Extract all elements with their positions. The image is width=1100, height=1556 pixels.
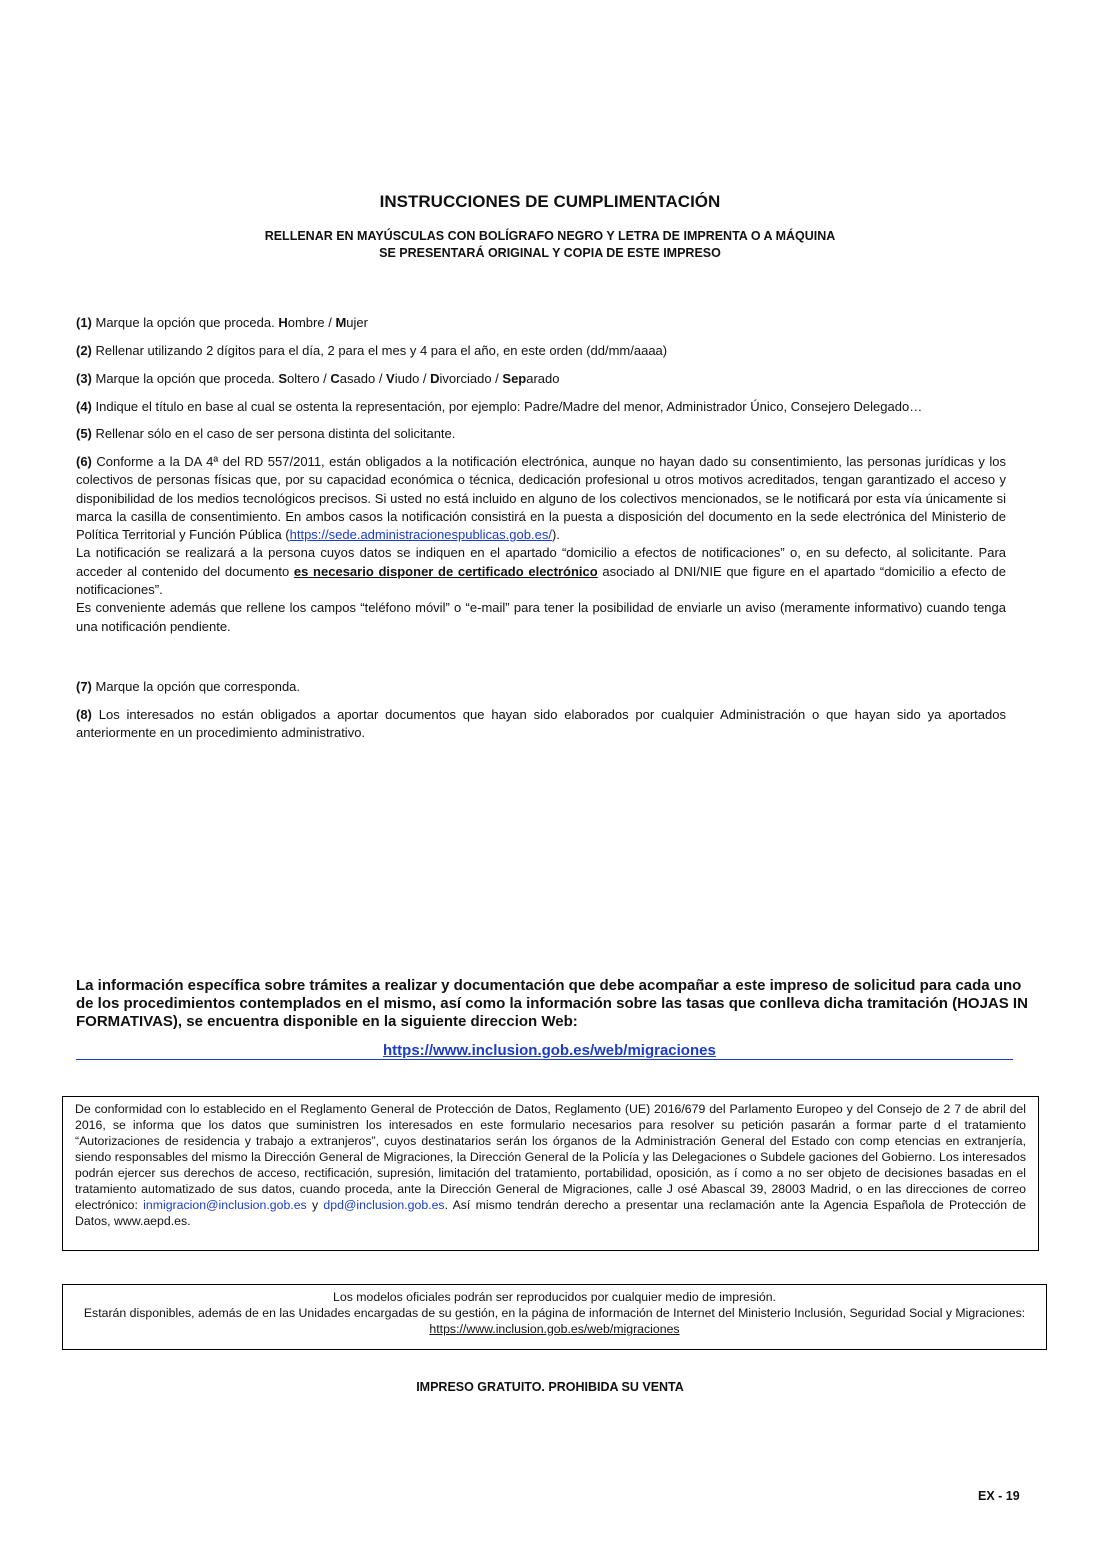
page-title: INSTRUCCIONES DE CUMPLIMENTACIÓN (379, 192, 721, 211)
certificate-requirement: es necesario disponer de certificado electrónico (293, 563, 598, 579)
form-code: EX - 19 (978, 1489, 1020, 1503)
instruction-6 (76, 453, 1006, 636)
instruction-5: (5) Rellenar sólo en el caso de ser persona distinta del solicitante. (76, 426, 456, 441)
instruction-8: (8) Los interesados no están obligados a aportar documentos que hayan sido elaborados por cualquier Administración o que hayan sido ya aportados anteriormente en un procedimiento administrativo. (76, 707, 1006, 740)
models-line-1: Los modelos oficiales podrán ser reproducidos por cualquier medio de impresión. (333, 1290, 776, 1304)
instruction-6-paragraph-3: Es conveniente además que rellene los campos “teléfono móvil” o “e-mail” para tener la posibilidad de enviarle un aviso (meramente informativo) cuando tenga una notificación pendiente. (76, 600, 1006, 634)
instruction-4: (4) Indique el título en base al cual se ostenta la representación, por ejemplo: Padre/Madre del menor, Administrador Único, Consejero Delegado… (76, 399, 923, 414)
models-url-link[interactable]: https://www.inclusion.gob.es/web/migraciones (429, 1322, 680, 1336)
official-models-box (62, 1284, 1047, 1350)
sede-electronica-link[interactable]: https://sede.administracionespublicas.gob.es/ (289, 527, 552, 543)
instruction-6-paragraph-2: La notificación se realizará a la persona cuyos datos se indiquen en el apartado “domicilio a efectos de notificaciones” o, en su defecto, al solicitante. Para acceder al contenido del documento es necesario disponer de certificado electrónico asociado al DNI/NIE que figure en el apartado “domicilio a efecto de notificaciones”. (76, 545, 1007, 598)
instruction-2: (2) Rellenar utilizando 2 dígitos para el día, 2 para el mes y 4 para el año, en este orden (dd/mm/aaaa) (76, 343, 668, 358)
data-protection-box: De conformidad con lo establecido en el Reglamento General de Protección de Datos, Reglamento (UE) 2016/679 del Parlamento Europeo y del Consejo de 2 7 de abril del 2016, se informa que los datos que suministren los interesados en este formulario necesarios para resolver su petición pasarán a formar parte d el tratamiento “Autorizaciones de residencia y trabajo a extranjeros”, cuyos destinatarios serán los órganos de la Administración General del Estado con comp etencias en extranjería, siendo responsables del mismo la Dirección General de Migraciones, la Dirección General de la Policía y las Delegaciones o Subdele gaciones del Gobierno. Los interesados podrán ejercer sus derechos de acceso, rectificación, supresión, limitación del tratamiento, portabilidad, oposición, as í como a no ser objeto de decisiones basadas en el tratamiento automatizado de sus datos, cuando proceda, ante la Dirección General de Migraciones, calle J osé Abascal 39, 28003 Madrid, o en las direcciones de correo electrónico: inmigracion@inclusion.gob.es y dpd@inclusion.gob.es. Así mismo tendrán derecho a presentar una reclamación ante la Agencia Española de Protección de Datos, www.aepd.es. (62, 1096, 1039, 1251)
subtitle-fill-instructions: RELLENAR EN MAYÚSCULAS CON BOLÍGRAFO NEGRO Y LETRA DE IMPRENTA O A MÁQUINA (264, 229, 836, 243)
inmigracion-email-link[interactable]: inmigracion@inclusion.gob.es (143, 1198, 307, 1212)
instruction-6-paragraph-1: (6) Conforme a la DA 4ª del RD 557/2011, están obligados a la notificación electrónica, aunque no hayan dado su consentimiento, las personas jurídicas y los colectivos de personas físicas que, por su capacidad económica o técnica, dedicación profesional u otros motivos acreditados, tengan garantizado el acceso y disponibilidad de los medios tecnológicos precisos. Si usted no está incluido en alguno de los colectivos mencionados, se le notificará por esta vía únicamente si marca la casilla de consentimiento. En ambos casos la notificación consistirá en la puesta a disposición del documento en la sede electrónica del Ministerio de Política Territorial y Función Pública (https://sede.administracionespublicas.gob.es/). (76, 454, 1006, 543)
instruction-7: (7) Marque la opción que corresponda. (76, 679, 301, 694)
free-form-notice: IMPRESO GRATUITO. PROHIBIDA SU VENTA (416, 1380, 684, 1394)
migraciones-web-link[interactable]: https://www.inclusion.gob.es/web/migraciones (383, 1042, 716, 1059)
instruction-1: (1) Marque la opción que proceda. Hombre / Mujer (76, 315, 368, 330)
dpd-email-link[interactable]: dpd@inclusion.gob.es (323, 1198, 445, 1212)
instruction-3: (3) Marque la opción que proceda. Soltero / Casado / Viudo / Divorciado / Separado (76, 371, 560, 386)
models-line-2: Estarán disponibles, además de en las Unidades encargadas de su gestión, en la página de información de Internet del Ministerio Inclusión, Seguridad Social y Migraciones: https://www.inclusion.gob.es/web/migraciones (83, 1306, 1026, 1336)
info-paragraph: La información específica sobre trámites a realizar y documentación que debe acompañar a este impreso de solicitud para cada uno de los procedimientos contemplados en el mismo, así como la información sobre las tasas que conlleva dicha tramitación (HOJAS IN FORMATIVAS), se encuentra disponible en la siguiente direccion Web: (76, 977, 1028, 1030)
subtitle-copy-notice: SE PRESENTARÁ ORIGINAL Y COPIA DE ESTE IMPRESO (379, 246, 721, 260)
